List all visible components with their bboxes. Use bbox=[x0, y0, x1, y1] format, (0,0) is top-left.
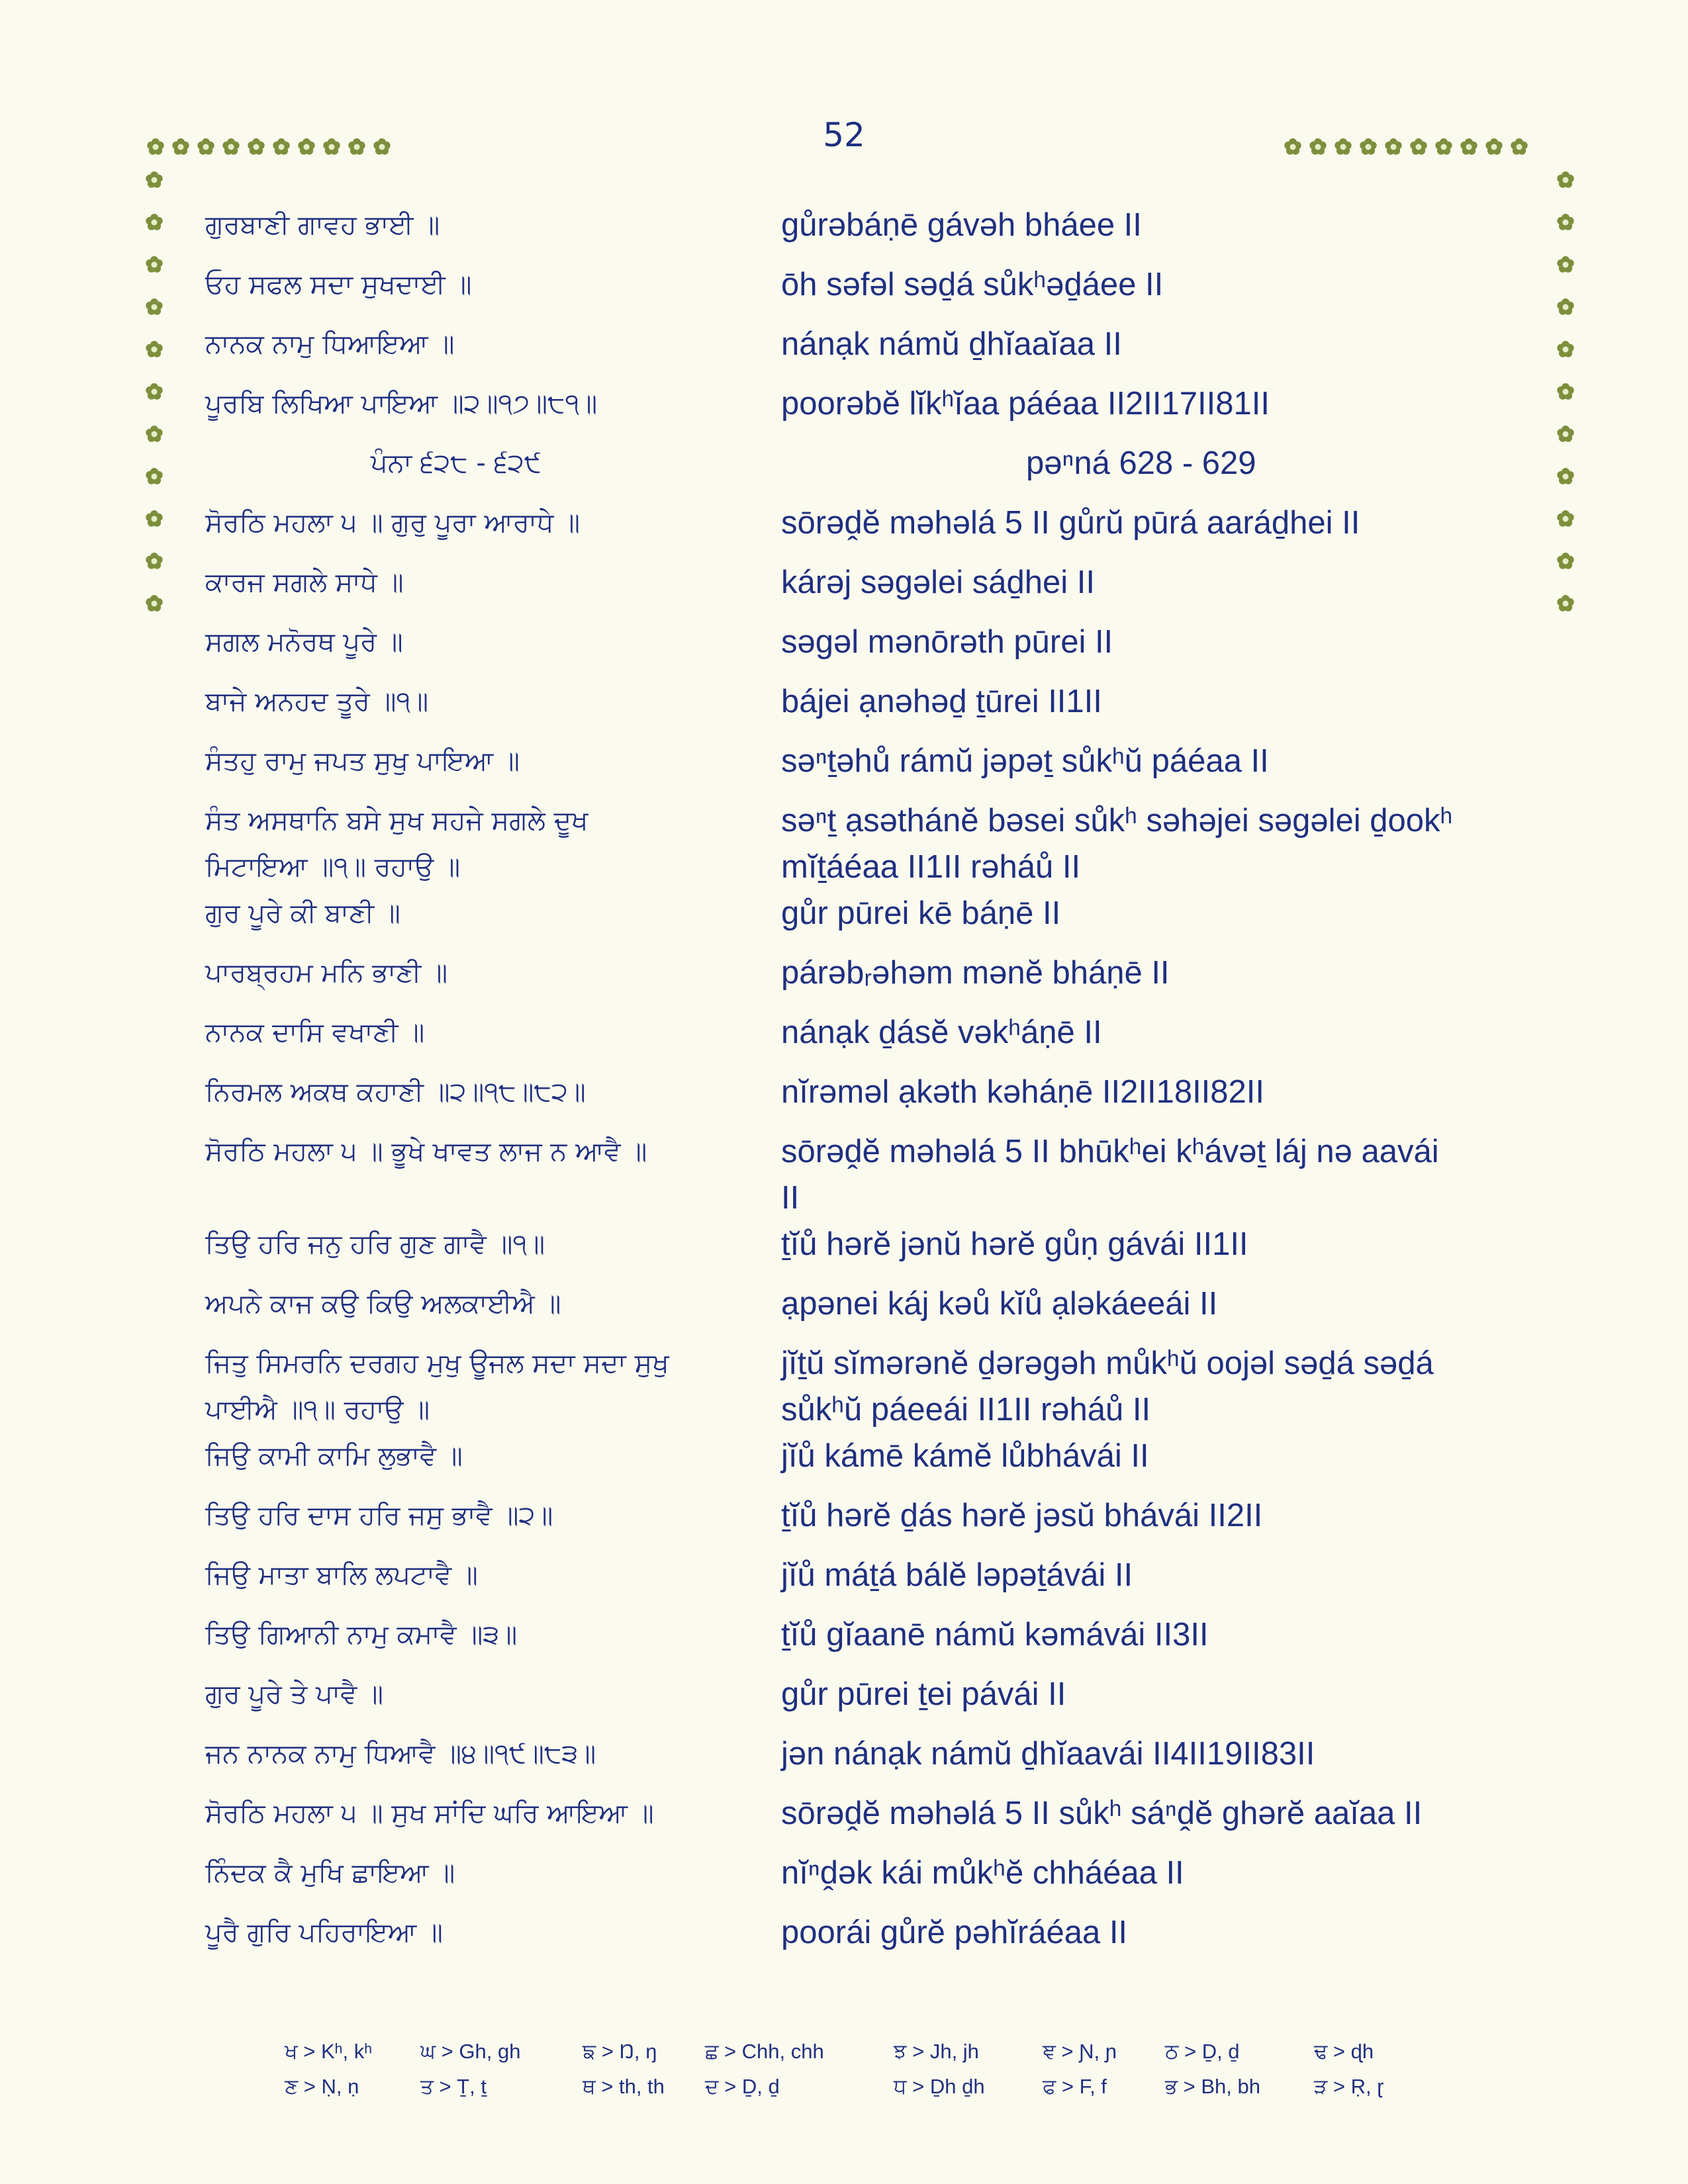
transliteration-line: nánạk ḏásĕ vəkʰáṇē II bbox=[781, 1015, 1102, 1050]
gurmukhi-line: ਜਿਉ ਮਾਤਾ ਬਾਲਿ ਲਪਟਾਵੈ ॥ bbox=[205, 1560, 478, 1590]
transliteration-line: mĭṯáéaa II1II rəháů II bbox=[781, 849, 1081, 885]
legend-item: ਖ > Kʰ, kʰ bbox=[285, 2040, 373, 2063]
flower-icon bbox=[146, 214, 162, 230]
gurmukhi-line: ਗੁਰਬਾਣੀ ਗਾਵਹ ਭਾਈ ॥ bbox=[205, 210, 440, 240]
transliteration-line: gůr pūrei ṯei pávái II bbox=[781, 1676, 1066, 1712]
flower-icon bbox=[1557, 171, 1573, 188]
transliteration-line: ạpənei káj kəů kĭů ạləkáeeái II bbox=[781, 1286, 1218, 1322]
gurmukhi-line: ਪੰਨਾ ੬੨੮ - ੬੨੯ bbox=[371, 448, 541, 478]
gurmukhi-line: ਬਾਜੇ ਅਨਹਦ ਤੂਰੇ ॥੧॥ bbox=[205, 686, 429, 717]
flower-icon bbox=[146, 256, 162, 273]
legend-item: ਙ > Ŋ, ŋ bbox=[583, 2040, 657, 2063]
flower-icon bbox=[146, 510, 162, 527]
legend-item: ਫ > F, f bbox=[1043, 2075, 1107, 2098]
flower-icon bbox=[146, 553, 162, 569]
legend-item: ਭ > Bh, bh bbox=[1165, 2075, 1260, 2098]
gurmukhi-line: ਸੰਤਹੁ ਰਾਮੁ ਜਪਤ ਸੁਖੁ ਪਾਇਆ ॥ bbox=[205, 746, 520, 776]
transliteration-line: jən nánạk námŭ ḏhĭaavái II4II19II83II bbox=[781, 1736, 1315, 1772]
flower-icon bbox=[146, 426, 162, 442]
gurmukhi-line: ਪੂਰਬਿ ਲਿਖਿਆ ਪਾਇਆ ॥੨॥੧੭॥੮੧॥ bbox=[205, 388, 598, 419]
transliteration-line: nánạk námŭ ḏhĭaaĭaa II bbox=[781, 326, 1122, 362]
gurmukhi-line: ਤਿਉ ਗਿਆਨੀ ਨਾਮੁ ਕਮਾਵੈ ॥੩॥ bbox=[205, 1619, 518, 1650]
gurmukhi-line: ਪਾਰਬ੍ਰਹਮ ਮਨਿ ਭਾਣੀ ॥ bbox=[205, 958, 448, 988]
legend-item: ਛ > Chh, chh bbox=[705, 2040, 824, 2063]
gurmukhi-line: ਪਾਈਐ ॥੧॥ ਰਹਾਉ ॥ bbox=[205, 1394, 430, 1425]
gurmukhi-line: ਤਿਉ ਹਰਿ ਜਨੁ ਹਰਿ ਗੁਣ ਗਾਵੈ ॥੧॥ bbox=[205, 1229, 545, 1259]
flower-icon bbox=[146, 341, 162, 357]
transliteration-line: gůr pūrei kē báṇē II bbox=[781, 895, 1061, 931]
gurmukhi-line: ਅਪਨੇ ਕਾਜ ਕਉ ਕਿਉ ਅਲਕਾਈਐ ॥ bbox=[205, 1289, 561, 1319]
transliteration-line: bájei ạnəhəḏ ṯūrei II1II bbox=[781, 684, 1102, 719]
gurmukhi-line: ਨਾਨਕ ਦਾਸਿ ਵਖਾਣੀ ॥ bbox=[205, 1017, 425, 1048]
legend-item: ਥ > th, th bbox=[583, 2075, 665, 2098]
gurmukhi-line: ਜਿਉ ਕਾਮੀ ਕਾਮਿ ਲੁਭਾਵੈ ॥ bbox=[205, 1441, 463, 1471]
flower-icon bbox=[1557, 214, 1573, 230]
gurmukhi-line: ਕਾਰਜ ਸਗਲੇ ਸਾਧੇ ॥ bbox=[205, 567, 404, 598]
transliteration-line: poorəbĕ lĭkʰĭaa páéaa II2II17II81II bbox=[781, 386, 1270, 422]
legend-item: ਦ > Ḏ, ḏ bbox=[705, 2075, 780, 2098]
legend-item: ਠ > Ḏ, ḏ bbox=[1165, 2040, 1240, 2063]
flower-icon bbox=[146, 468, 162, 484]
flower-icon bbox=[1557, 426, 1573, 442]
transliteration-line: ṯĭů gĭaanē námŭ kəmávái II3II bbox=[781, 1617, 1209, 1653]
flower-icon bbox=[146, 383, 162, 400]
gurmukhi-line: ਪੂਰੈ ਗੁਰਿ ਪਹਿਰਾਇਆ ॥ bbox=[205, 1917, 443, 1948]
transliteration-line: sōrəḓĕ məhəlá 5 II gůrŭ pūrá aaráḏhei II bbox=[781, 505, 1360, 541]
transliteration-line: sōrəḓĕ məhəlá 5 II bhūkʰei kʰávəṯ láj nə aavái bbox=[781, 1134, 1439, 1169]
legend-item: ੜ > Ṛ, ɽ bbox=[1314, 2075, 1384, 2098]
transliteration-line: səgəl mənōrəth pūrei II bbox=[781, 624, 1113, 660]
transliteration-line: jĭů máṯá bálĕ ləpəṯávái II bbox=[781, 1557, 1133, 1593]
flower-icon bbox=[146, 595, 162, 612]
transliteration-line: ōh səfəl səḏá sůkʰəḏáee II bbox=[781, 267, 1164, 302]
gurmukhi-line: ਨਿੰਦਕ ਕੈ ਮੁਖਿ ਛਾਇਆ ॥ bbox=[205, 1858, 455, 1888]
gurmukhi-line: ਗੁਰ ਪੂਰੇ ਤੇ ਪਾਵੈ ॥ bbox=[205, 1679, 383, 1709]
transliteration-line: ṯĭů hərĕ ḏás hərĕ jəsŭ bhávái II2II bbox=[781, 1498, 1263, 1533]
transliteration-line: gůrəbáṇē gávəh bháee II bbox=[781, 207, 1142, 243]
transliteration-line: pəⁿná 628 - 629 bbox=[1026, 445, 1256, 481]
transliteration-line: II bbox=[781, 1180, 800, 1216]
legend-item: ਞ > Ɲ, ɲ bbox=[1043, 2040, 1117, 2063]
gurmukhi-line: ਸੋਰਠਿ ਮਹਲਾ ੫ ॥ ਸੁਖ ਸਾਂਦਿ ਘਰਿ ਆਇਆ ॥ bbox=[205, 1798, 654, 1829]
flower-icon bbox=[1557, 595, 1573, 612]
gurmukhi-line: ਨਿਰਮਲ ਅਕਥ ਕਹਾਣੀ ॥੨॥੧੮॥੮੨॥ bbox=[205, 1077, 586, 1107]
flower-icon bbox=[1557, 383, 1573, 400]
gurmukhi-line: ਤਿਉ ਹਰਿ ਦਾਸ ਹਰਿ ਜਸੁ ਭਾਵੈ ॥੨॥ bbox=[205, 1500, 553, 1531]
gurmukhi-line: ਨਾਨਕ ਨਾਮੁ ਧਿਆਇਆ ॥ bbox=[205, 329, 455, 359]
gurmukhi-line: ਮਿਟਾਇਆ ॥੧॥ ਰਹਾਉ ॥ bbox=[205, 852, 461, 882]
transliteration-line: kárəj səgəlei sáḏhei II bbox=[781, 565, 1095, 600]
gurmukhi-line: ਸੋਰਠਿ ਮਹਲਾ ੫ ॥ ਭੂਖੇ ਖਾਵਤ ਲਾਜ ਨ ਆਵੈ ॥ bbox=[205, 1136, 647, 1167]
transliteration-line: sůkʰŭ páeeái II1II rəháů II bbox=[781, 1392, 1151, 1428]
flower-icon bbox=[1557, 510, 1573, 527]
gurmukhi-line: ਜਨ ਨਾਨਕ ਨਾਮੁ ਧਿਆਵੈ ॥੪॥੧੯॥੮੩॥ bbox=[205, 1739, 596, 1769]
flower-icon bbox=[146, 171, 162, 188]
transliteration-line: jĭṯŭ sĭmərənĕ ḏərəgəh můkʰŭ oojəl səḏá səḏá bbox=[781, 1345, 1434, 1381]
legend-item: ਧ > Ḏh ḏh bbox=[894, 2075, 985, 2098]
flower-icon bbox=[1557, 256, 1573, 273]
gurmukhi-line: ਸੰਤ ਅਸਥਾਨਿ ਬਸੇ ਸੁਖ ਸਹਜੇ ਸਗਲੇ ਦੂਖ bbox=[205, 805, 588, 836]
page-number: 52 bbox=[823, 116, 865, 154]
flower-icon bbox=[1557, 298, 1573, 315]
flower-icon bbox=[1557, 341, 1573, 357]
gurmukhi-line: ਸਗਲ ਮਨੋਰਥ ਪੂਰੇ ॥ bbox=[205, 627, 403, 657]
flower-icon bbox=[1557, 553, 1573, 569]
legend-item: ਝ > Jh, jh bbox=[894, 2040, 979, 2063]
legend-item: ਤ > Ṯ, ṯ bbox=[420, 2075, 487, 2098]
transliteration-line: nĭⁿḓək kái můkʰĕ chháéaa II bbox=[781, 1855, 1184, 1891]
legend-item: ਢ > ɖh bbox=[1314, 2040, 1374, 2063]
gurmukhi-line: ਓਹ ਸਫਲ ਸਦਾ ਸੁਖਦਾਈ ॥ bbox=[205, 269, 472, 300]
gurmukhi-line: ਜਿਤੁ ਸਿਮਰਨਿ ਦਰਗਹ ਮੁਖੁ ਊਜਲ ਸਦਾ ਸਦਾ ਸੁਖੁ bbox=[205, 1348, 669, 1379]
flower-icon bbox=[146, 298, 162, 315]
gurmukhi-line: ਸੋਰਠਿ ਮਹਲਾ ੫ ॥ ਗੁਰੁ ਪੂਰਾ ਆਰਾਧੇ ॥ bbox=[205, 508, 581, 538]
transliteration-line: jĭů kámē kámĕ lůbhávái II bbox=[781, 1438, 1149, 1474]
transliteration-line: ṯĭů hərĕ jənŭ hərĕ gůṇ gávái II1II bbox=[781, 1226, 1248, 1262]
transliteration-line: sōrəḓĕ məhəlá 5 II sůkʰ sáⁿḓĕ ghərĕ aaĭaa II bbox=[781, 1796, 1423, 1831]
transliteration-line: səⁿṯəhů rámŭ jəpəṯ sůkʰŭ páéaa II bbox=[781, 743, 1269, 779]
transliteration-line: poorái gůrĕ pəhĭráéaa II bbox=[781, 1915, 1128, 1950]
gurmukhi-line: ਗੁਰ ਪੂਰੇ ਕੀ ਬਾਣੀ ॥ bbox=[205, 898, 400, 929]
transliteration-line: nĭrəməl ạkəth kəháṇē II2II18II82II bbox=[781, 1074, 1265, 1110]
transliteration-line: səⁿṯ ạsəthánĕ bəsei sůkʰ səhəjei səgəlei ḏookʰ bbox=[781, 803, 1453, 839]
legend-item: ਣ > Ṇ, ṇ bbox=[285, 2075, 359, 2098]
transliteration-line: párəbᵣəhəm mənĕ bháṇē II bbox=[781, 955, 1170, 991]
legend-item: ਘ > Gh, gh bbox=[420, 2040, 521, 2063]
